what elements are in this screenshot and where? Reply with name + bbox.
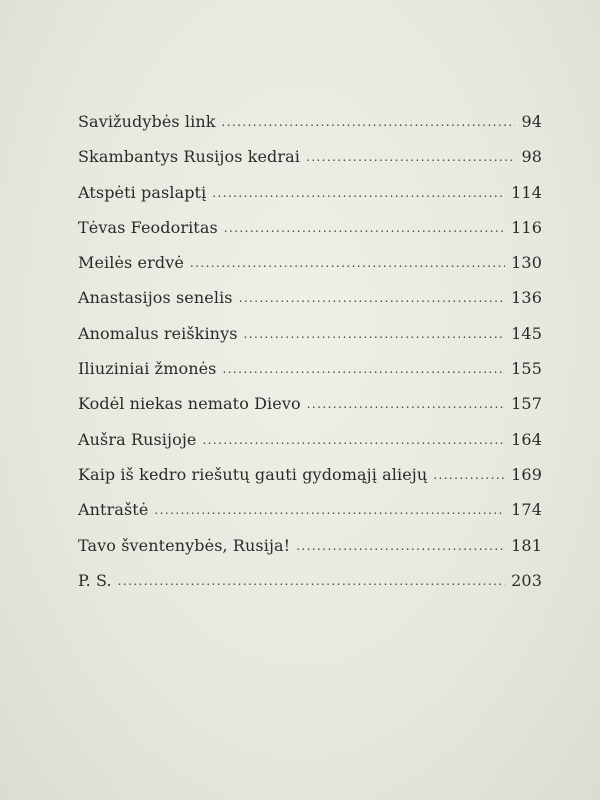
- dot-leader: [296, 539, 505, 553]
- entry-title: Antraštė: [78, 500, 149, 520]
- toc-entry: [78, 183, 542, 218]
- dot-leader: [433, 468, 505, 482]
- toc-entry: [78, 147, 542, 182]
- entry-page-number: 169: [511, 464, 542, 484]
- dot-leader: [202, 433, 505, 447]
- entry-title: Anomalus reiškinys: [78, 323, 238, 343]
- entry-page-number: 136: [511, 288, 542, 308]
- toc-entry: [78, 394, 542, 429]
- toc-entry: [78, 218, 542, 253]
- entry-page-number: 164: [511, 429, 542, 449]
- toc-entry: [78, 324, 542, 359]
- entry-page-number: 181: [511, 535, 542, 555]
- dot-leader: [306, 150, 515, 164]
- dot-leader: [222, 115, 516, 129]
- toc-entry: [78, 359, 542, 394]
- entry-page-number: 116: [511, 217, 542, 237]
- entry-title: Iliuziniai žmonės: [78, 359, 217, 379]
- entry-page-number: 145: [511, 323, 542, 343]
- toc-entry: [78, 500, 542, 535]
- entry-title: P. S.: [78, 570, 112, 590]
- entry-page-number: 174: [511, 500, 542, 520]
- dot-leader: [190, 256, 505, 270]
- toc-entry: [78, 288, 542, 323]
- dot-leader: [224, 221, 505, 235]
- dot-leader: [212, 186, 505, 200]
- toc-entry: [78, 465, 542, 500]
- toc-entry: [78, 430, 542, 465]
- table-of-contents: [78, 112, 542, 606]
- dot-leader: [307, 397, 505, 411]
- toc-entry: [78, 571, 542, 606]
- entry-page-number: 203: [511, 570, 542, 590]
- entry-title: Savižudybės link: [78, 112, 216, 131]
- entry-title: Aušra Rusijoje: [78, 429, 197, 449]
- dot-leader: [154, 503, 505, 517]
- dot-leader: [239, 291, 506, 305]
- entry-title: Meilės erdvė: [78, 253, 184, 273]
- entry-page-number: 155: [511, 359, 542, 379]
- entry-page-number: 130: [511, 253, 542, 273]
- entry-page-number: 114: [511, 182, 542, 202]
- entry-title: Anastasijos senelis: [78, 288, 233, 308]
- entry-page-number: 157: [511, 394, 542, 414]
- dot-leader: [223, 362, 506, 376]
- dot-leader: [244, 327, 506, 341]
- dot-leader: [118, 574, 505, 588]
- entry-title: Tėvas Feodoritas: [78, 217, 218, 237]
- toc-entry: [78, 112, 542, 147]
- entry-title: Kodėl niekas nemato Dievo: [78, 394, 301, 414]
- entry-page-number: 94: [521, 112, 542, 131]
- entry-title: Atspėti paslaptį: [78, 182, 207, 202]
- toc-entry: [78, 536, 542, 571]
- entry-title: Skambantys Rusijos kedrai: [78, 147, 300, 167]
- entry-title: Tavo šventenybės, Rusija!: [78, 535, 291, 555]
- entry-title: Kaip iš kedro riešutų gauti gydomąjį aliejų: [78, 464, 428, 484]
- toc-entry: [78, 253, 542, 288]
- entry-page-number: 98: [521, 147, 542, 167]
